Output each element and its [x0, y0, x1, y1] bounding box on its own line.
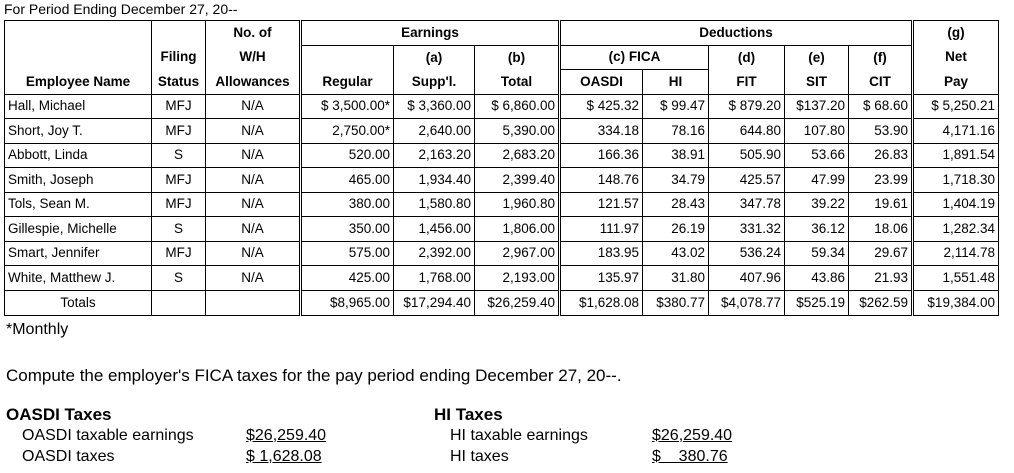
- header-blank: [5, 21, 152, 46]
- totals-blank: [206, 290, 301, 315]
- oasdi-deduction: 334.18: [560, 119, 643, 144]
- allowances: N/A: [206, 217, 301, 242]
- header-f: (f): [849, 45, 913, 70]
- fit-deduction: 505.90: [709, 143, 785, 168]
- cit-deduction: 23.99: [849, 168, 913, 193]
- hi-earnings-row: [434, 425, 732, 446]
- fit-deduction: $ 879.20: [709, 94, 785, 119]
- table-row: [5, 266, 999, 291]
- header-deductions: Deductions: [560, 21, 913, 46]
- sit-deduction: 47.99: [785, 168, 849, 193]
- oasdi-title: OASDI Taxes: [6, 405, 112, 424]
- fit-deduction: 407.96: [709, 266, 785, 291]
- header-b: (b): [475, 45, 560, 70]
- filing-status: MFJ: [152, 192, 206, 217]
- header-row-3: [5, 70, 999, 95]
- hi-deduction: 43.02: [643, 241, 709, 266]
- header-suppl: Supp'l.: [394, 70, 475, 95]
- hi-earnings-label: HI taxable earnings: [450, 426, 588, 444]
- totals-blank: [152, 290, 206, 315]
- employee-name: Gillespie, Michelle: [5, 217, 152, 242]
- employee-name: White, Matthew J.: [5, 266, 152, 291]
- hi-title: HI Taxes: [434, 405, 503, 424]
- oasdi-taxes-label: OASDI taxes: [22, 447, 115, 465]
- header-blank: [152, 21, 206, 46]
- totals-regular: $8,965.00: [301, 290, 394, 315]
- header-no-of: No. of: [206, 21, 301, 46]
- net-pay: 1,718.30: [913, 168, 999, 193]
- table-row: [5, 241, 999, 266]
- period-label: For Period Ending December 27, 20--: [4, 1, 238, 17]
- suppl-earnings: 2,163.20: [394, 143, 475, 168]
- suppl-earnings: 1,580.80: [394, 192, 475, 217]
- regular-earnings: 350.00: [301, 217, 394, 242]
- employee-name: Short, Joy T.: [5, 119, 152, 144]
- oasdi-deduction: 148.76: [560, 168, 643, 193]
- regular-earnings: 380.00: [301, 192, 394, 217]
- header-d: (d): [709, 45, 785, 70]
- table-row: [5, 119, 999, 144]
- oasdi-deduction: 183.95: [560, 241, 643, 266]
- header-blank: [5, 45, 152, 70]
- header-regular: Regular: [301, 70, 394, 95]
- footnote: *Monthly: [6, 321, 69, 338]
- employee-name: Hall, Michael: [5, 94, 152, 119]
- total-earnings: 5,390.00: [475, 119, 560, 144]
- totals-sit: $525.19: [785, 290, 849, 315]
- oasdi-taxes-value: $ 1,628.08: [246, 447, 322, 465]
- cit-deduction: 19.61: [849, 192, 913, 217]
- oasdi-earnings-label: OASDI taxable earnings: [22, 426, 194, 444]
- cit-deduction: 29.67: [849, 241, 913, 266]
- totals-label: Totals: [5, 290, 152, 315]
- cit-deduction: $ 68.60: [849, 94, 913, 119]
- payroll-register-table: [4, 20, 999, 316]
- filing-status: MFJ: [152, 241, 206, 266]
- table-row: [5, 143, 999, 168]
- hi-deduction: 38.91: [643, 143, 709, 168]
- header-g: (g): [913, 21, 999, 46]
- hi-deduction: $ 99.47: [643, 94, 709, 119]
- net-pay: 4,171.16: [913, 119, 999, 144]
- oasdi-section: [6, 405, 326, 467]
- oasdi-deduction: 166.36: [560, 143, 643, 168]
- hi-earnings-value: $26,259.40: [652, 426, 733, 444]
- filing-status: MFJ: [152, 168, 206, 193]
- hi-section: [434, 405, 732, 467]
- header-sit: SIT: [785, 70, 849, 95]
- suppl-earnings: $ 3,360.00: [394, 94, 475, 119]
- header-net: Net: [913, 45, 999, 70]
- net-pay: 1,551.48: [913, 266, 999, 291]
- totals-oasdi: $1,628.08: [560, 290, 643, 315]
- oasdi-deduction: 121.57: [560, 192, 643, 217]
- sit-deduction: 107.80: [785, 119, 849, 144]
- header-row-2: [5, 45, 999, 70]
- header-earnings: Earnings: [301, 21, 560, 46]
- header-oasdi: OASDI: [560, 70, 643, 95]
- sit-deduction: 43.86: [785, 266, 849, 291]
- hi-deduction: 78.16: [643, 119, 709, 144]
- net-pay: 1,891.54: [913, 143, 999, 168]
- header-blank: [301, 45, 394, 70]
- fit-deduction: 536.24: [709, 241, 785, 266]
- suppl-earnings: 1,934.40: [394, 168, 475, 193]
- suppl-earnings: 1,768.00: [394, 266, 475, 291]
- question-text: Compute the employer's FICA taxes for the pay period ending December 27, 20--.: [6, 366, 622, 385]
- header-wh: W/H: [206, 45, 301, 70]
- allowances: N/A: [206, 119, 301, 144]
- total-earnings: 1,806.00: [475, 217, 560, 242]
- oasdi-deduction: $ 425.32: [560, 94, 643, 119]
- header-employee-name: Employee Name: [5, 70, 152, 95]
- hi-taxes-label: HI taxes: [450, 447, 509, 465]
- filing-status: MFJ: [152, 94, 206, 119]
- filing-status: S: [152, 143, 206, 168]
- allowances: N/A: [206, 143, 301, 168]
- header-row-1: [5, 21, 999, 46]
- allowances: N/A: [206, 266, 301, 291]
- header-allowances: Allowances: [206, 70, 301, 95]
- oasdi-earnings-value: $26,259.40: [246, 426, 327, 444]
- total-earnings: 2,399.40: [475, 168, 560, 193]
- oasdi-deduction: 111.97: [560, 217, 643, 242]
- allowances: N/A: [206, 241, 301, 266]
- hi-taxes-value: $ 380.76: [652, 447, 728, 465]
- filing-status: MFJ: [152, 119, 206, 144]
- oasdi-deduction: 135.97: [560, 266, 643, 291]
- fit-deduction: 347.78: [709, 192, 785, 217]
- header-pay: Pay: [913, 70, 999, 95]
- total-earnings: 2,683.20: [475, 143, 560, 168]
- fit-deduction: 644.80: [709, 119, 785, 144]
- net-pay: 2,114.78: [913, 241, 999, 266]
- header-a: (a): [394, 45, 475, 70]
- header-status: Status: [152, 70, 206, 95]
- header-filing: Filing: [152, 45, 206, 70]
- net-pay: 1,404.19: [913, 192, 999, 217]
- totals-row: [5, 290, 999, 315]
- header-fit: FIT: [709, 70, 785, 95]
- regular-earnings: 520.00: [301, 143, 394, 168]
- fit-deduction: 425.57: [709, 168, 785, 193]
- totals-hi: $380.77: [643, 290, 709, 315]
- total-earnings: 2,967.00: [475, 241, 560, 266]
- header-total: Total: [475, 70, 560, 95]
- header-hi: HI: [643, 70, 709, 95]
- suppl-earnings: 2,392.00: [394, 241, 475, 266]
- table-row: [5, 192, 999, 217]
- hi-deduction: 28.43: [643, 192, 709, 217]
- hi-taxes-row: [434, 446, 732, 467]
- filing-status: S: [152, 266, 206, 291]
- totals-cit: $262.59: [849, 290, 913, 315]
- sit-deduction: 36.12: [785, 217, 849, 242]
- suppl-earnings: 1,456.00: [394, 217, 475, 242]
- table-row: [5, 217, 999, 242]
- regular-earnings: 425.00: [301, 266, 394, 291]
- regular-earnings: 465.00: [301, 168, 394, 193]
- suppl-earnings: 2,640.00: [394, 119, 475, 144]
- header-c-fica: (c) FICA: [560, 45, 709, 70]
- table-row: [5, 168, 999, 193]
- net-pay: 1,282.34: [913, 217, 999, 242]
- total-earnings: 1,960.80: [475, 192, 560, 217]
- employee-name: Smith, Joseph: [5, 168, 152, 193]
- sit-deduction: 53.66: [785, 143, 849, 168]
- sit-deduction: 39.22: [785, 192, 849, 217]
- regular-earnings: 575.00: [301, 241, 394, 266]
- total-earnings: $ 6,860.00: [475, 94, 560, 119]
- employee-name: Tols, Sean M.: [5, 192, 152, 217]
- cit-deduction: 18.06: [849, 217, 913, 242]
- oasdi-earnings-row: [6, 425, 326, 446]
- cit-deduction: 21.93: [849, 266, 913, 291]
- totals-fit: $4,078.77: [709, 290, 785, 315]
- hi-deduction: 26.19: [643, 217, 709, 242]
- filing-status: S: [152, 217, 206, 242]
- header-cit: CIT: [849, 70, 913, 95]
- regular-earnings: $ 3,500.00*: [301, 94, 394, 119]
- regular-earnings: 2,750.00*: [301, 119, 394, 144]
- cit-deduction: 26.83: [849, 143, 913, 168]
- totals-net: $19,384.00: [913, 290, 999, 315]
- fit-deduction: 331.32: [709, 217, 785, 242]
- employee-name: Smart, Jennifer: [5, 241, 152, 266]
- sit-deduction: $137.20: [785, 94, 849, 119]
- sit-deduction: 59.34: [785, 241, 849, 266]
- oasdi-taxes-row: [6, 446, 326, 467]
- header-e: (e): [785, 45, 849, 70]
- totals-total: $26,259.40: [475, 290, 560, 315]
- allowances: N/A: [206, 168, 301, 193]
- total-earnings: 2,193.00: [475, 266, 560, 291]
- employee-name: Abbott, Linda: [5, 143, 152, 168]
- table-row: [5, 94, 999, 119]
- net-pay: $ 5,250.21: [913, 94, 999, 119]
- hi-deduction: 31.80: [643, 266, 709, 291]
- hi-deduction: 34.79: [643, 168, 709, 193]
- cit-deduction: 53.90: [849, 119, 913, 144]
- allowances: N/A: [206, 94, 301, 119]
- allowances: N/A: [206, 192, 301, 217]
- totals-suppl: $17,294.40: [394, 290, 475, 315]
